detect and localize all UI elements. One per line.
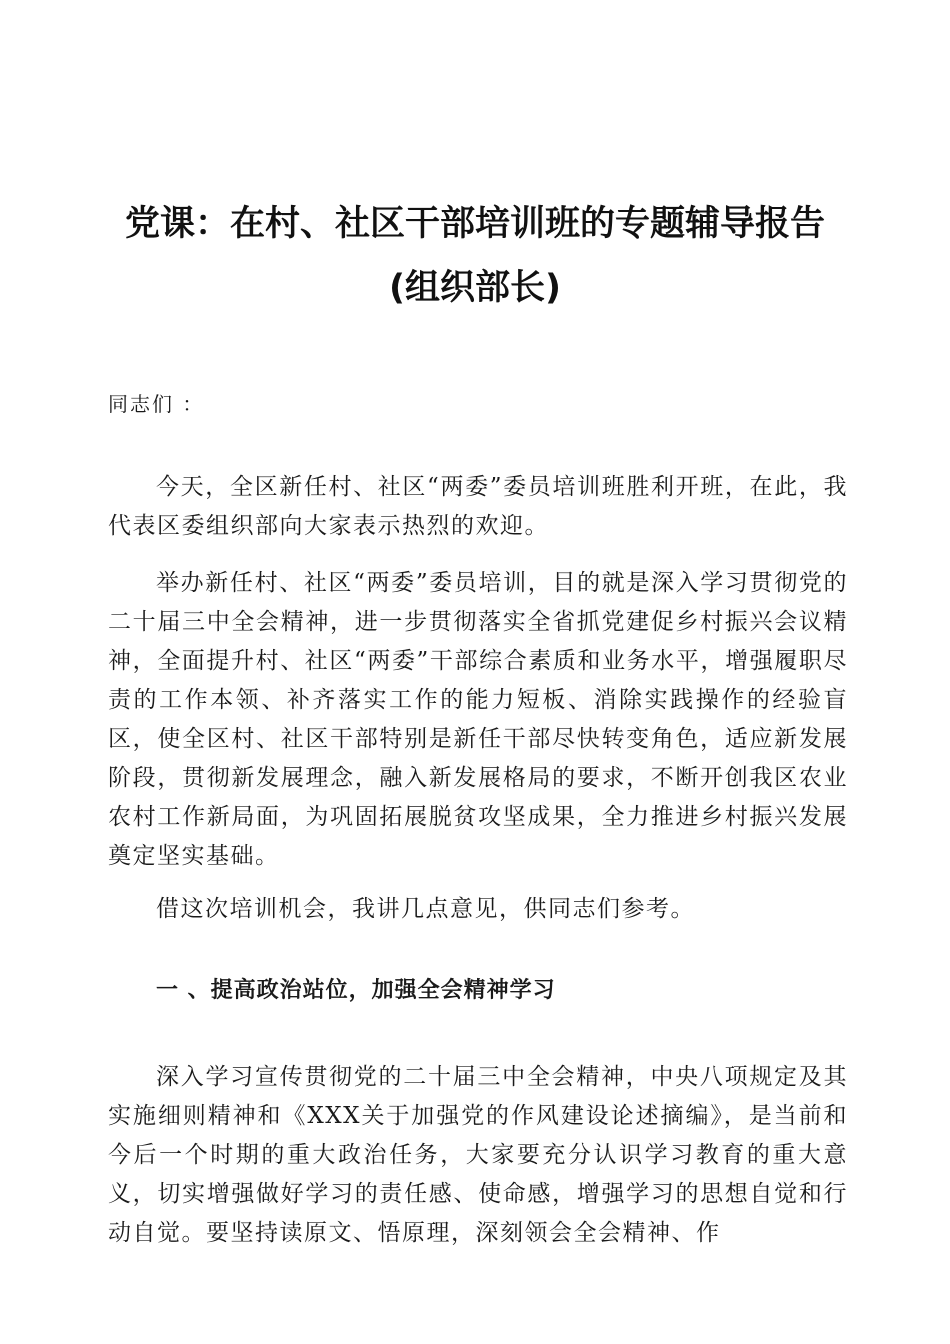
salutation: 同志们 ： <box>108 392 205 416</box>
document-title: 党课：在村、社区干部培训班的专题辅导报告(组织部长) <box>124 204 825 308</box>
paragraph-intro: 借这次培训机会，我讲几点意见，供同志们参考。 <box>156 896 695 922</box>
paragraph-welcome: 今天，全区新任村、社区“两委”委员培训班胜利开班，在此，我代表区委组织部向大家表示热烈的欢迎。 <box>108 474 848 539</box>
paragraph-purpose: 举办新任村、社区“两委”委员培训，目的就是深入学习贯彻党的二十届三中全会精神，进一步贯彻落实全省抓党建促乡村振兴会议精神，全面提升村、社区“两委”干部综合素质和业务水平，增强履职尽责的工作本领、补齐落实工作的能力短板、消除实践操作的经验盲区，使全区村、社区干部特别是新任干部尽快转变角色，适应新发展阶段，贯彻新发展理念，融入新发展格局的要求，不断开创我区农业农村工作新局面，为巩固拓展脱贫攻坚成果，全力推进乡村振兴发展奠定坚实基础。 <box>108 570 848 869</box>
section-heading: 一 、提高政治站位，加强全会精神学习 <box>156 978 556 1003</box>
section-paragraph: 深入学习宣传贯彻党的二十届三中全会精神，中央八项规定及其实施细则精神和《XXX关于加强党的作风建设论述摘编》，是当前和今后一个时期的重大政治任务，大家要充分认识学习教育的重大意义，切实增强做好学习的责任感、使命感，增强学习的思想自觉和行动自觉。要坚持读原文、悟原理，深刻领会全会精神、作 <box>108 1064 848 1246</box>
